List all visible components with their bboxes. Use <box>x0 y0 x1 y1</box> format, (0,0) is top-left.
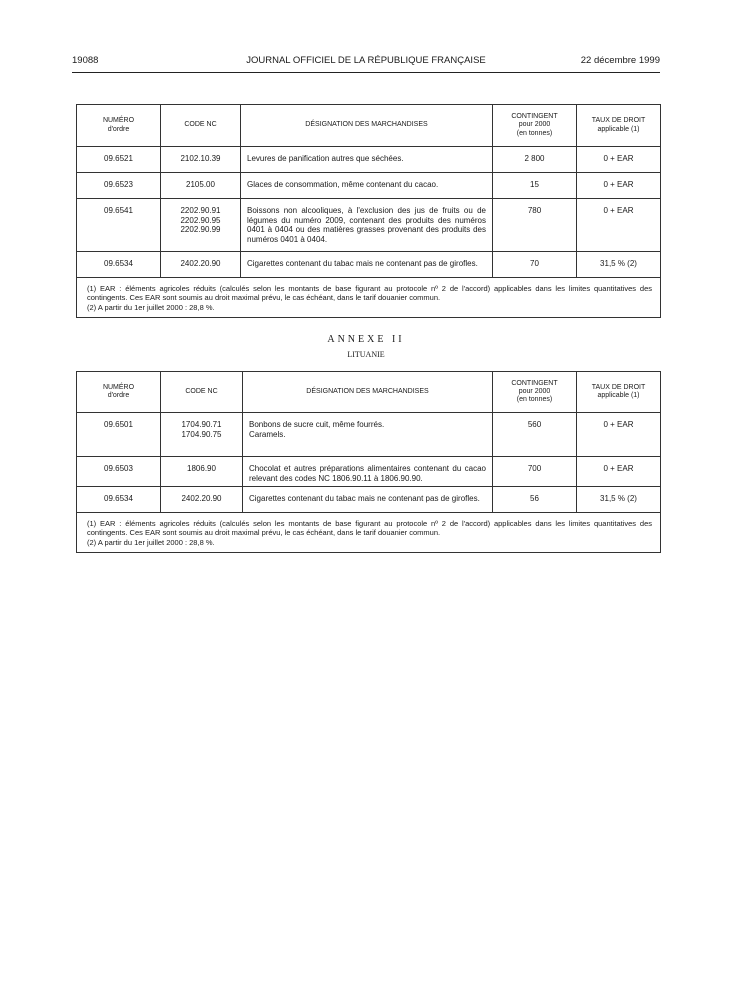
contingent-cell: 56 <box>493 487 577 513</box>
taux-cell: 0 + EAR <box>577 173 661 199</box>
code-cell <box>161 487 243 513</box>
numero-cell: 09.6534 <box>77 487 161 513</box>
table-row <box>77 457 661 487</box>
code-line: 2202.90.91 <box>180 206 221 215</box>
code-line: 2102.10.39 <box>180 154 221 163</box>
code-line: 2202.90.95 <box>180 215 221 225</box>
col-designation: DÉSIGNATION DES MARCHANDISES <box>243 372 493 413</box>
numero-cell: 09.6521 <box>77 147 161 173</box>
designation-line: Levures de panification autres que séchées. <box>247 154 404 163</box>
designation-cell <box>241 199 493 252</box>
annex-title: ANNEXE II <box>327 334 405 345</box>
col-taux: TAUX DE DROIT applicable (1) <box>577 372 661 413</box>
contingent-cell: 2 800 <box>493 147 577 173</box>
taux-cell: 31,5 % (2) <box>577 252 661 278</box>
issue-date: 22 décembre 1999 <box>580 55 660 66</box>
code-cell <box>161 199 241 252</box>
designation-cell <box>241 173 493 199</box>
numero-cell: 09.6523 <box>77 173 161 199</box>
quota-table-1 <box>76 104 661 318</box>
taux-cell: 31,5 % (2) <box>577 487 661 513</box>
table-header-row <box>77 372 661 413</box>
footnote: (2) A partir du 1er juillet 2000 : 28,8 %. <box>87 537 215 547</box>
col-contingent: CONTINGENT pour 2000 (en tonnes) <box>493 105 577 147</box>
col-code: CODE NC <box>161 105 241 147</box>
code-cell <box>161 173 241 199</box>
col-numero: NUMÉRO d'ordre <box>77 372 161 413</box>
numero-cell: 09.6534 <box>77 252 161 278</box>
footnote-row <box>77 278 661 318</box>
contingent-cell: 700 <box>493 457 577 487</box>
table-row <box>77 173 661 199</box>
table-header-row <box>77 105 661 147</box>
designation-cell <box>241 147 493 173</box>
table-row <box>77 199 661 252</box>
col-code: CODE NC <box>161 372 243 413</box>
table-row <box>77 252 661 278</box>
footnote-row <box>77 513 661 553</box>
contingent-cell: 780 <box>493 199 577 252</box>
footnotes <box>77 513 661 553</box>
taux-cell: 0 + EAR <box>577 457 661 487</box>
designation-cell <box>241 252 493 278</box>
code-line: 2402.20.90 <box>181 494 222 503</box>
table-row <box>77 147 661 173</box>
contingent-cell: 15 <box>493 173 577 199</box>
col-taux: TAUX DE DROIT applicable (1) <box>577 105 661 147</box>
table-row <box>77 487 661 513</box>
taux-cell: 0 + EAR <box>577 199 661 252</box>
code-line: 1806.90 <box>187 464 216 473</box>
designation-cell <box>243 457 493 487</box>
code-cell <box>161 147 241 173</box>
designation-line: Chocolat et autres préparations alimentaires contenant du cacao relevant des codes NC 1806.90.11 à 1806.90.90. <box>249 464 486 483</box>
numero-cell: 09.6503 <box>77 457 161 487</box>
taux-cell: 0 + EAR <box>577 413 661 457</box>
footnote: (1) EAR : éléments agricoles réduits (calculés selon les montants de base figurant au protocole nº 2 de l'accord) applicables dans les limites quantitatives des contingents. Ces EAR sont soumis au droit maximal prévu, le cas échéant, dans le tarif douanier commun. <box>87 284 652 303</box>
designation-line: Boissons non alcooliques, à l'exclusion des jus de fruits ou de légumes du numéro 2009, contenant des produits des numéros 0401 à 0404 ou des matières grasses provenant des produits des numéros 0401 à 0404. <box>247 206 486 244</box>
header-rule <box>72 72 660 73</box>
designation-line: Cigarettes contenant du tabac mais ne contenant pas de girofles. <box>249 494 480 503</box>
col-numero: NUMÉRO d'ordre <box>77 105 161 147</box>
designation-line: Bonbons de sucre cuit, même fourrés. <box>249 420 385 429</box>
designation-line: Cigarettes contenant du tabac mais ne contenant pas de girofles. <box>247 259 478 268</box>
footnotes <box>77 278 661 318</box>
code-line: 2105.00 <box>186 180 215 189</box>
code-cell <box>161 413 243 457</box>
taux-cell: 0 + EAR <box>577 147 661 173</box>
footnote: (1) EAR : éléments agricoles réduits (calculés selon les montants de base figurant au protocole nº 2 de l'accord) applicables dans les limites quantitatives des contingents. Ces EAR sont soumis au droit maximal prévu, le cas échéant, dans le tarif douanier commun. <box>87 519 652 538</box>
page-header <box>72 55 660 71</box>
code-line: 1704.90.71 <box>181 420 222 429</box>
page-number: 19088 <box>72 55 99 66</box>
code-line: 2202.90.99 <box>180 225 221 235</box>
journal-title: JOURNAL OFFICIEL DE LA RÉPUBLIQUE FRANÇAISE <box>246 55 486 66</box>
code-line: 1704.90.75 <box>181 429 222 439</box>
code-cell <box>161 457 243 487</box>
footnote: (2) A partir du 1er juillet 2000 : 28,8 %. <box>87 302 215 312</box>
col-contingent: CONTINGENT pour 2000 (en tonnes) <box>493 372 577 413</box>
table-row <box>77 413 661 457</box>
contingent-cell: 70 <box>493 252 577 278</box>
designation-cell <box>243 487 493 513</box>
col-designation: DÉSIGNATION DES MARCHANDISES <box>241 105 493 147</box>
code-line: 2402.20.90 <box>180 259 221 268</box>
numero-cell: 09.6541 <box>77 199 161 252</box>
quota-table-2 <box>76 371 661 553</box>
designation-line: Caramels. <box>249 429 286 439</box>
designation-line: Glaces de consommation, même contenant du cacao. <box>247 180 439 189</box>
code-cell <box>161 252 241 278</box>
designation-cell <box>243 413 493 457</box>
numero-cell: 09.6501 <box>77 413 161 457</box>
annex-country: LITUANIE <box>347 350 385 359</box>
contingent-cell: 560 <box>493 413 577 457</box>
